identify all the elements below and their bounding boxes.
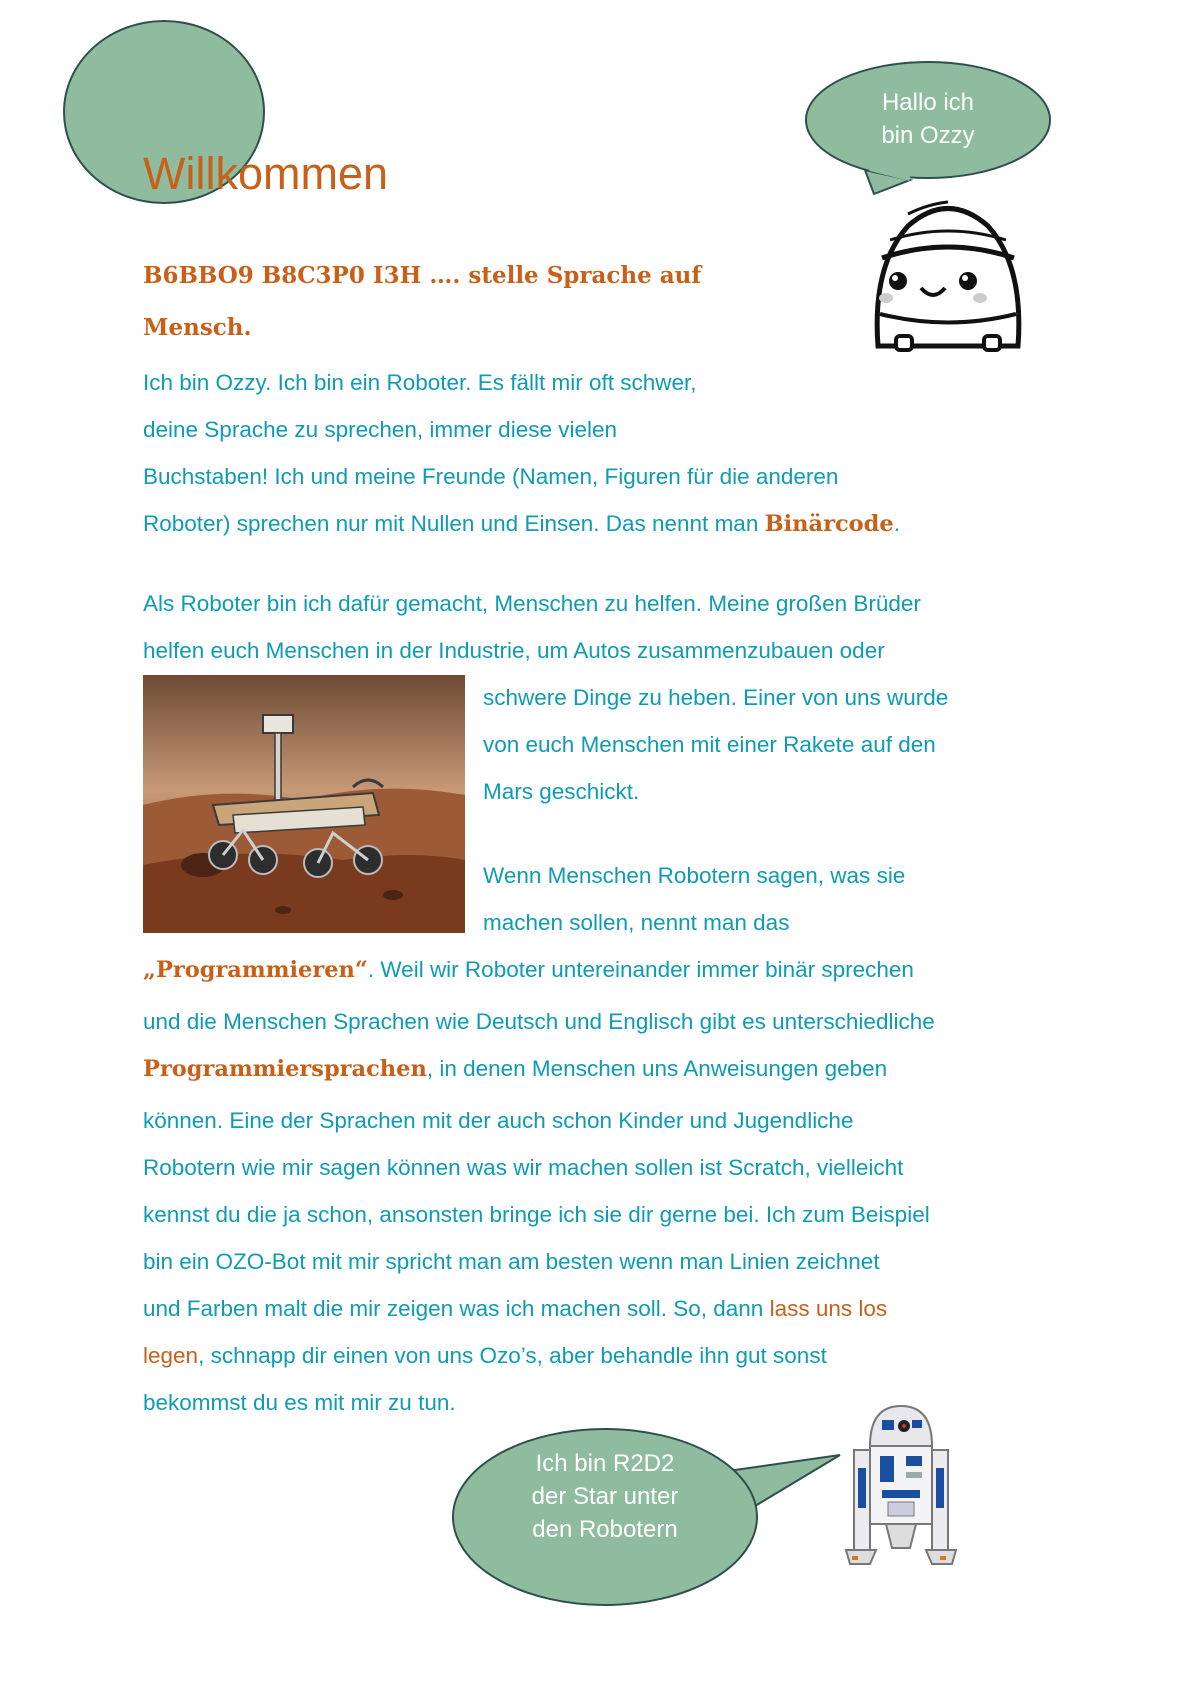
p3-line-5 [143,1045,887,1093]
p1-line-2: deine Sprache zu sprechen, immer diese vielen [143,417,618,442]
speech-top-line-1: Hallo ich [881,89,975,116]
mars-rover-image [143,675,465,933]
p3-line-1: Wenn Menschen Robotern sagen, was sie [483,863,906,888]
p3-line-6: können. Eine der Sprachen mit der auch schon Kinder und Jugendliche [143,1108,854,1133]
p2-line-1: Als Roboter bin ich dafür gemacht, Menschen zu helfen. Meine großen Brüder [143,591,921,616]
p3-line-11 [143,1332,827,1379]
p1-line-3: Buchstaben! Ich und meine Freunde (Namen, Figuren für die anderen [143,464,839,489]
speech-bottom-line-1: Ich bin R2D2 [535,1450,675,1477]
p1-line-4 [143,500,900,548]
speech-top-line-2: bin Ozzy [881,122,975,149]
p3-line-9: bin ein OZO-Bot mit mir spricht man am besten wenn man Linien zeichnet [143,1249,880,1274]
p1-line-4-end: . [893,511,900,536]
p1-line-4-text: Roboter) sprechen nur mit Nullen und Einsen. Das nennt man [143,511,765,536]
p2-line-4: von euch Menschen mit einer Rakete auf den [483,732,936,757]
paragraph-1 [143,359,900,548]
intro-line-1: B6BBO9 B8C3P0 I3H …. stelle Sprache auf [143,262,702,289]
speech-bottom-line-2: der Star unter [531,1483,679,1510]
p3-line-7: Robotern wie mir sagen können was wir machen sollen ist Scratch, vielleicht [143,1155,904,1180]
keyword-binaercode: Binärcode [764,511,894,537]
p3-line-12: bekommst du es mit mir zu tun. [143,1390,456,1415]
p3-line-3 [143,946,914,994]
speech-bubble-r2d2-text [510,1447,700,1546]
speech-bubble-ozzy-text [848,86,1008,152]
keyword-programmieren: „Programmieren“ [143,957,368,983]
p2-line-3: schwere Dinge zu heben. Einer von uns wurde [483,685,949,710]
p3-line-10 [143,1285,887,1332]
p2-line-5: Mars geschickt. [483,779,640,804]
p2-line-2: helfen euch Menschen in der Industrie, um Autos zusammenzubauen oder [143,638,885,663]
keyword-programmiersprachen: Programmiersprachen [143,1056,427,1082]
p3-line-11-text: , schnapp dir einen von uns Ozo’s, aber behandle ihn gut sonst [198,1343,827,1368]
p3-line-2: machen sollen, nennt man das [483,910,790,935]
speech-bottom-line-3: den Robotern [532,1516,678,1543]
p3-line-5-text: , in denen Menschen uns Anweisungen geben [426,1056,888,1081]
intro-line-2: Mensch. [143,314,252,341]
p3-line-10-text: und Farben malt die mir zeigen was ich machen soll. So, dann [143,1296,770,1321]
phrase-legen: legen [143,1343,199,1368]
phrase-lass-uns-los: lass uns los [769,1296,888,1321]
p3-line-3-text: . Weil wir Roboter untereinander immer binär sprechen [367,957,914,982]
p3-line-8: kennst du die ja schon, ansonsten bringe ich sie dir gerne bei. Ich zum Beispiel [143,1202,930,1227]
ozobot-icon [868,196,1028,356]
page-title: Willkommen [143,148,389,199]
p1-line-1: Ich bin Ozzy. Ich bin ein Roboter. Es fällt mir oft schwer, [143,370,697,395]
r2d2-icon [840,1398,962,1574]
p3-line-4: und die Menschen Sprachen wie Deutsch und Englisch gibt es unterschiedliche [143,1009,935,1034]
